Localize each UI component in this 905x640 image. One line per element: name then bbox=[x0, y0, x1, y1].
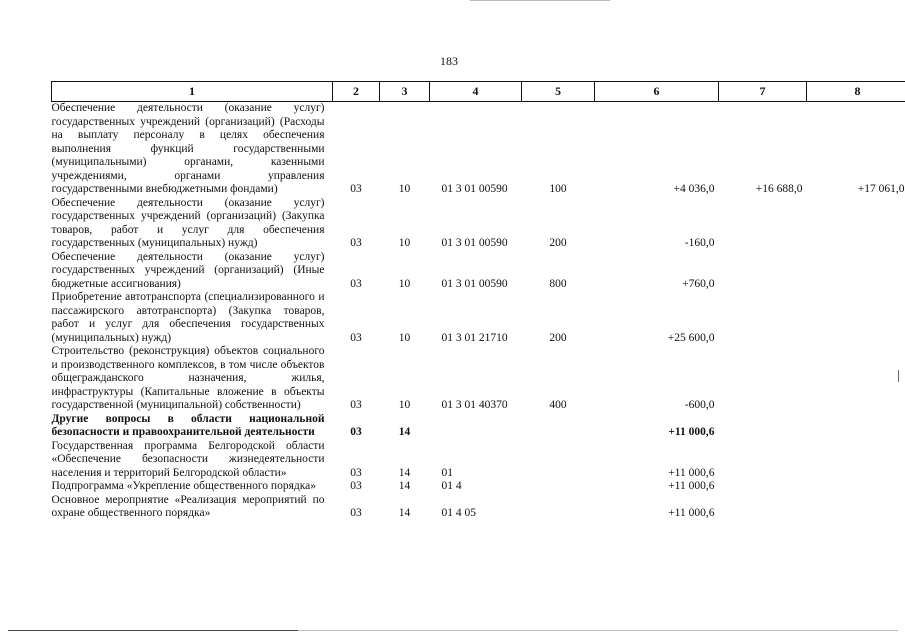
expense-type-cell bbox=[522, 480, 595, 494]
amount-cell: +17 061,0 bbox=[857, 183, 905, 195]
amount-cell: +11 000,6 bbox=[668, 507, 715, 519]
section-cell: 03 bbox=[350, 237, 362, 249]
target-article-cell: 01 bbox=[441, 466, 453, 479]
scan-artifact-top bbox=[470, 0, 610, 1]
description-cell: Обеспечение деятельности (оказание услуг) государственных учреждений (организаций) (Иные бюджетные ассигнования) bbox=[51, 250, 325, 290]
description-cell: Основное мероприятие «Реализация мероприятий по охране общественного порядка» bbox=[51, 493, 325, 519]
column-header: 3 bbox=[380, 82, 430, 102]
expense-type-cell: 200 bbox=[549, 331, 567, 344]
target-article-cell: 01 3 01 40370 bbox=[441, 399, 508, 411]
column-header: 7 bbox=[719, 82, 807, 102]
section-cell: 03 bbox=[350, 183, 362, 195]
amount-cell: -600,0 bbox=[684, 399, 715, 411]
column-header: 5 bbox=[522, 82, 595, 102]
amount-cell: +760,0 bbox=[682, 277, 715, 290]
page-number: 183 bbox=[440, 54, 458, 68]
section-cell: 03 bbox=[350, 480, 362, 492]
column-header: 6 bbox=[595, 82, 719, 102]
subsection-cell: 10 bbox=[398, 277, 411, 290]
target-article-cell: 01 3 01 00590 bbox=[441, 277, 508, 290]
subsection-cell: 14 bbox=[398, 426, 411, 438]
amount-cell bbox=[807, 480, 905, 494]
subsection-cell: 10 bbox=[398, 331, 411, 344]
amount-cell bbox=[807, 494, 905, 521]
description-cell: Строительство (реконструкция) объектов социального и производственного комплексов, в том числе объектов общегражданского назначения, жилья, инфраструктуры (Капитальные вложение в объекты государственной (муниципальной) собственности) bbox=[51, 345, 325, 411]
table-row bbox=[52, 291, 905, 345]
table-row bbox=[52, 413, 905, 440]
description-cell: Обеспечение деятельности (оказание услуг) государственных учреждений (организаций) (Закупка товаров, работ и услуг для обеспечения государственных (муниципальных) нужд) bbox=[51, 196, 325, 249]
subsection-cell: 10 bbox=[398, 183, 411, 195]
section-cell: 03 bbox=[350, 466, 362, 479]
expense-type-cell bbox=[522, 413, 595, 440]
amount-cell bbox=[807, 251, 905, 292]
table-row bbox=[52, 102, 905, 197]
description-cell: Государственная программа Белгородской области «Обеспечение безопасности жизнедеятельности населения и территорий Белгородской области» bbox=[51, 439, 325, 479]
expense-type-cell: 100 bbox=[549, 183, 567, 195]
amount-cell bbox=[807, 291, 905, 345]
table-row bbox=[52, 494, 905, 521]
amount-cell bbox=[719, 413, 807, 440]
section-cell: 03 bbox=[350, 507, 362, 519]
amount-cell bbox=[807, 440, 905, 481]
amount-cell bbox=[719, 251, 807, 292]
amount-cell: +11 000,6 bbox=[668, 466, 715, 479]
column-header: 1 bbox=[52, 82, 333, 102]
column-header: 2 bbox=[333, 82, 380, 102]
subsection-cell: 14 bbox=[398, 507, 411, 519]
amount-cell: +25 600,0 bbox=[667, 331, 715, 344]
amount-cell bbox=[719, 345, 807, 413]
expense-type-cell bbox=[522, 440, 595, 481]
target-article-cell: 01 4 bbox=[441, 480, 462, 492]
budget-table bbox=[51, 81, 905, 521]
amount-cell bbox=[719, 440, 807, 481]
amount-cell: +16 688,0 bbox=[755, 183, 803, 195]
expense-type-cell bbox=[522, 494, 595, 521]
expense-type-cell: 800 bbox=[549, 277, 567, 290]
target-article-cell: 01 3 01 00590 bbox=[441, 237, 508, 249]
amount-cell: +11 000,6 bbox=[668, 426, 715, 438]
target-article-cell bbox=[430, 413, 522, 440]
description-cell: Другие вопросы в области национальной безопасности и правоохранительной деятельности bbox=[51, 412, 325, 438]
amount-cell bbox=[807, 197, 905, 251]
section-cell: 03 bbox=[350, 426, 362, 438]
section-cell: 03 bbox=[350, 331, 362, 344]
amount-cell: +4 036,0 bbox=[673, 183, 715, 195]
target-article-cell: 01 4 05 bbox=[441, 507, 476, 519]
expense-type-cell: 400 bbox=[549, 399, 567, 411]
amount-cell bbox=[719, 494, 807, 521]
table-row bbox=[52, 197, 905, 251]
subsection-cell: 14 bbox=[398, 466, 411, 479]
description-cell: Обеспечение деятельности (оказание услуг) государственных учреждений (организаций) (Расходы на выплату персоналу в целях обеспечения выполнения функций государственными (муниципальными) органами, казенными учреждениями, органами управления государственными внебюджетными фондами) bbox=[51, 102, 325, 195]
subsection-cell: 10 bbox=[398, 237, 411, 249]
section-cell: 03 bbox=[350, 277, 362, 290]
table-row bbox=[52, 251, 905, 292]
table-row bbox=[52, 440, 905, 481]
description-cell: Приобретение автотранспорта (специализированного и пассажирского автотранспорта) (Закупка товаров, работ и услуг для обеспечения государственных (муниципальных) нужд) bbox=[51, 291, 325, 344]
column-header: 4 bbox=[430, 82, 522, 102]
scan-artifact-bottom-line-faint bbox=[298, 630, 898, 631]
expense-type-cell: 200 bbox=[549, 237, 567, 249]
column-header: 8 bbox=[807, 82, 905, 102]
scan-artifact-bottom-line bbox=[8, 630, 298, 631]
subsection-cell: 14 bbox=[398, 480, 411, 492]
target-article-cell: 01 3 01 21710 bbox=[441, 331, 508, 344]
amount-cell bbox=[719, 197, 807, 251]
table-row bbox=[52, 345, 905, 413]
amount-cell bbox=[719, 480, 807, 494]
amount-cell bbox=[807, 345, 905, 413]
table-header-row bbox=[52, 82, 905, 102]
amount-cell bbox=[719, 291, 807, 345]
section-cell: 03 bbox=[350, 399, 362, 411]
target-article-cell: 01 3 01 00590 bbox=[441, 183, 508, 195]
scan-artifact-edge bbox=[898, 370, 899, 382]
description-cell: Подпрограмма «Укрепление общественного порядка» bbox=[51, 480, 316, 492]
subsection-cell: 10 bbox=[398, 399, 411, 411]
table-body bbox=[52, 102, 905, 521]
amount-cell: -160,0 bbox=[684, 237, 715, 249]
table-row bbox=[52, 480, 905, 494]
amount-cell: +11 000,6 bbox=[668, 480, 715, 492]
amount-cell bbox=[807, 413, 905, 440]
